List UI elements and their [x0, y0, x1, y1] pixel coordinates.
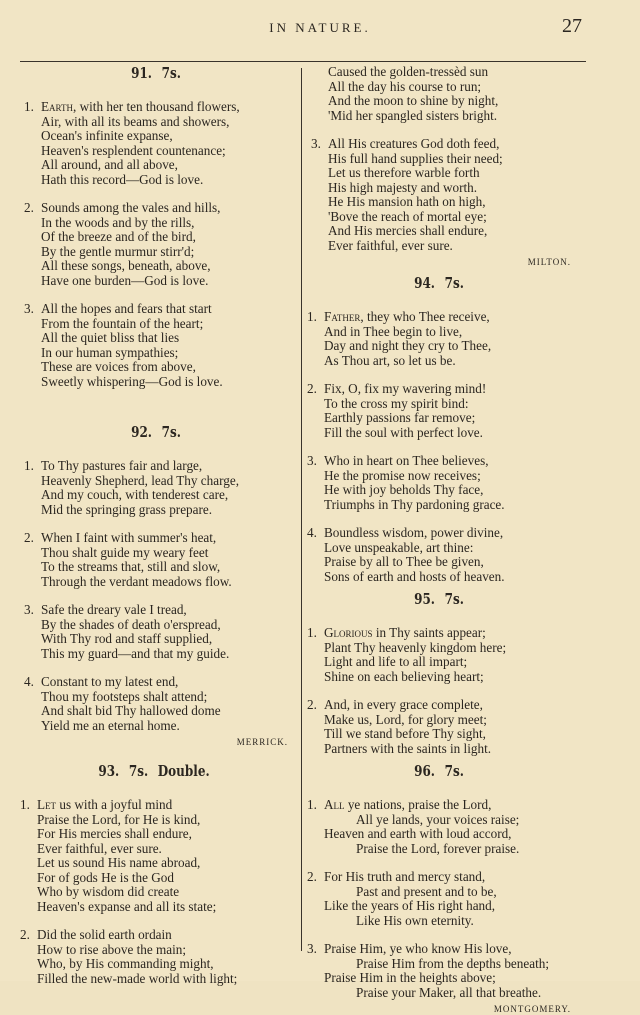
verse-line-text: Who, by His commanding might, — [37, 956, 214, 971]
hymn-93 — [20, 762, 288, 986]
verse-line-text: Love unspeakable, art thine: — [324, 539, 474, 555]
verse-line-text: For His mercies shall endure, — [37, 826, 192, 841]
verse — [24, 201, 288, 288]
verse-line — [324, 957, 571, 972]
verse — [24, 603, 288, 661]
hymn-header — [333, 762, 544, 784]
verse-number: 1. — [307, 309, 317, 324]
verse — [307, 698, 571, 756]
verse-line-text: us with a joyful mind — [59, 797, 173, 812]
verse-line-text: And, in every grace complete, — [324, 697, 483, 712]
verse-line-text: Ocean's infinite expanse, — [41, 128, 173, 143]
verse-line-text: As Thou art, so let us be. — [324, 352, 456, 368]
verse-line-text: All His creatures God doth feed, — [328, 136, 500, 151]
verse-line-text: in Thy saints appear; — [375, 625, 486, 640]
verse — [24, 100, 288, 187]
verse-line-text: All ye lands, your voices raise; — [356, 811, 520, 827]
verse — [307, 870, 571, 928]
verse — [24, 302, 288, 389]
verse-line — [41, 531, 288, 546]
verse-line — [37, 928, 288, 943]
verse-number: 4. — [24, 674, 34, 689]
hymn-number: 93. — [98, 762, 120, 780]
verse-line — [41, 575, 288, 590]
verse-line — [328, 137, 571, 152]
verse-number: 2. — [24, 200, 34, 215]
verse-line-text: Heaven and earth with loud accord, — [324, 826, 512, 841]
verse-line-text: Praise Him, ye who know His love, — [324, 941, 512, 956]
hymn-number: 95. — [414, 590, 435, 608]
verse-line — [324, 899, 571, 914]
verse-line — [324, 670, 571, 685]
verse-line — [328, 109, 571, 124]
verse-line — [324, 570, 571, 585]
verse-line — [37, 957, 288, 972]
verse-line — [41, 647, 288, 662]
verse-line-text: Safe the dreary vale I tread, — [41, 602, 187, 617]
hymn-92 — [20, 423, 288, 748]
verse-line — [324, 325, 571, 340]
verse-line — [324, 986, 571, 1001]
verse-line — [37, 972, 288, 987]
verse-line — [41, 719, 288, 734]
verse-line — [324, 411, 571, 426]
verse-first-word: Earth, — [41, 99, 77, 114]
verse-line-text: Mid the springing grass prepare. — [41, 501, 213, 517]
verse-line — [41, 488, 288, 503]
verse-line-text: Like the years of His right hand, — [324, 898, 496, 913]
hymn-91 — [20, 64, 288, 389]
verse-line-text: And shalt bid Thy hallowed dome — [41, 703, 221, 718]
verse-line — [324, 354, 571, 369]
verse-line-text: He the promise now receives; — [324, 467, 481, 483]
verse-number: 2. — [307, 697, 317, 712]
verse-line-text: Who by wisdom did create — [37, 884, 180, 899]
hymn-number: 91. — [131, 64, 152, 82]
verse-line-text: By the gentle murmur stirr'd; — [41, 243, 195, 259]
verse-line — [41, 503, 288, 518]
hymn-header — [50, 64, 261, 86]
verse-line-text: All around, and all above, — [41, 157, 178, 172]
verse-line-text: When I faint with summer's heat, — [41, 530, 217, 545]
verse-line — [41, 201, 288, 216]
verse-line — [324, 382, 571, 397]
verse-number: 3. — [307, 941, 317, 956]
verse-number: 2. — [24, 530, 34, 545]
verse-line-text: Have one burden—God is love. — [41, 272, 209, 288]
verse — [307, 310, 571, 368]
verse-line-text: In the woods and by the rills, — [41, 214, 195, 230]
verse-line-text: Like His own eternity. — [356, 912, 474, 928]
verse-line — [37, 871, 288, 886]
verse-line-text: they who Thee receive, — [366, 309, 490, 324]
verse-number: 3. — [24, 301, 34, 316]
hymn-93-continued — [307, 65, 571, 268]
verse-line — [328, 80, 571, 95]
hymn-meter: 7s. — [161, 423, 181, 441]
verse-number: 1. — [24, 458, 34, 473]
verse-number: 2. — [307, 381, 317, 396]
author-attribution: MONTGOMERY. — [493, 1004, 571, 1014]
verse-line — [41, 216, 288, 231]
verse-line-text: with her ten thousand flowers, — [79, 99, 240, 114]
verse-line — [41, 317, 288, 332]
author-attribution: MILTON. — [527, 257, 571, 267]
verse-line — [41, 144, 288, 159]
verse-line-text: 'Bove the reach of mortal eye; — [328, 208, 487, 224]
verse-line-text: Earthly passions far remove; — [324, 410, 476, 425]
verse-first-word: All — [324, 797, 345, 812]
verse-line-text: Praise Him from the depths beneath; — [356, 955, 550, 971]
verse-first-word: Glorious — [324, 625, 373, 640]
verse — [307, 454, 571, 512]
verse-line — [37, 827, 288, 842]
page-number: 27 — [562, 15, 582, 37]
verse-line — [41, 274, 288, 289]
verse-line — [328, 181, 571, 196]
verse-line-text: And my couch, with tenderest care, — [41, 487, 229, 502]
verse-line-text: Day and night they cry to Thee, — [324, 338, 492, 353]
verse-line-text: All these songs, beneath, above, — [41, 258, 211, 273]
verse-line — [324, 713, 571, 728]
verse-line — [324, 870, 571, 885]
verse-line — [41, 158, 288, 173]
verse-line-text: Plant Thy heavenly kingdom here; — [324, 639, 507, 655]
verse-line — [41, 560, 288, 575]
verse-line — [324, 842, 571, 857]
verse-line — [328, 210, 571, 225]
verse — [24, 675, 288, 733]
verse-line-text: All the quiet bliss that lies — [41, 330, 180, 345]
verse-number: 1. — [307, 625, 317, 640]
hymn-meter: 7s. — [161, 64, 181, 82]
verse-line-text: Sounds among the vales and hills, — [41, 200, 221, 215]
hymn-number: 96. — [414, 762, 435, 780]
verse-line-text: Praise the Lord, for He is kind, — [37, 811, 201, 827]
verse-line-text: Shine on each believing heart; — [324, 668, 484, 684]
verse-line-text: With Thy rod and staff supplied, — [41, 631, 213, 646]
verse-line-text: Sweetly whispering—God is love. — [41, 373, 223, 389]
hymn-header — [50, 423, 261, 445]
verse-number: 3. — [311, 136, 321, 151]
verse-line — [324, 498, 571, 513]
verse-line — [324, 555, 571, 570]
verse-line-text: Fill the soul with perfect love. — [324, 424, 483, 440]
hymn-meter: 7s. — [444, 274, 464, 292]
verse-line-text: He with joy beholds Thy face, — [324, 482, 484, 497]
header-rule — [20, 61, 586, 62]
verse-line — [37, 842, 288, 857]
verse-line — [41, 675, 288, 690]
verse-line-text: All the hopes and fears that start — [41, 301, 212, 316]
verse-line — [328, 224, 571, 239]
hymn-meter: 7s. — [444, 762, 464, 780]
verse-number: 2. — [20, 927, 30, 942]
verse — [307, 526, 571, 584]
verse-line — [37, 856, 288, 871]
verse-line — [328, 239, 571, 254]
verse-line — [324, 727, 571, 742]
verse-line — [37, 798, 288, 813]
verse-line — [324, 813, 571, 828]
verse-line-text: And the moon to shine by night, — [328, 93, 499, 108]
verse-line — [324, 641, 571, 656]
verse-line-text: Through the verdant meadows flow. — [41, 573, 232, 589]
verse — [20, 928, 288, 986]
verse-line-text: Let us therefore warble forth — [328, 165, 480, 180]
verse-line — [324, 483, 571, 498]
verse-line-text: His high majesty and worth. — [328, 179, 478, 195]
author-attribution: MERRICK. — [236, 737, 288, 747]
verse-line-text: ye nations, praise the Lord, — [347, 797, 492, 812]
hymn-number: 94. — [414, 274, 435, 292]
verse-line-text: Praise the Lord, forever praise. — [356, 840, 520, 856]
verse-line-text: How to rise above the main; — [37, 941, 187, 957]
verse-line — [324, 626, 571, 641]
verse-line-text: Praise Him in the heights above; — [324, 970, 496, 985]
verse-line — [328, 94, 571, 109]
verse-line-text: Thou shalt guide my weary feet — [41, 544, 209, 560]
hymn-header — [333, 590, 544, 612]
verse-line — [324, 655, 571, 670]
verse-line — [41, 546, 288, 561]
verse-line-text: Fix, O, fix my wavering mind! — [324, 381, 487, 396]
running-title: IN NATURE. — [269, 20, 371, 35]
hymn-96 — [307, 762, 571, 1015]
verse-number: 4. — [307, 525, 317, 540]
verse-line — [41, 632, 288, 647]
verse-line-text: From the fountain of the heart; — [41, 315, 204, 331]
verse-line — [41, 704, 288, 719]
verse-line-text: Till we stand before Thy sight, — [324, 726, 486, 741]
verse-line — [324, 454, 571, 469]
verse-line — [328, 65, 571, 80]
verse-line — [328, 152, 571, 167]
verse-line — [324, 426, 571, 441]
verse-line-text: Heaven's resplendent countenance; — [41, 142, 226, 158]
verse-line — [324, 698, 571, 713]
verse-line-text: Of the breeze and of the bird, — [41, 229, 196, 244]
verse-line — [324, 469, 571, 484]
verse-line — [41, 618, 288, 633]
verse — [307, 798, 571, 856]
verse-line-text: Hath this record—God is love. — [41, 171, 204, 187]
verse-line-text: Triumphs in Thy pardoning grace. — [324, 496, 505, 512]
verse-line-text: Ever faithful, ever sure. — [328, 237, 453, 253]
hymn-meter-extra: Double. — [157, 762, 210, 780]
verse-line — [324, 798, 571, 813]
verse — [311, 65, 571, 123]
right-column — [307, 65, 571, 1015]
hymn-header — [333, 274, 544, 296]
verse-line-text: Partners with the saints in light. — [324, 740, 492, 756]
verse-line-text: Boundless wisdom, power divine, — [324, 525, 504, 540]
left-column — [20, 64, 288, 986]
verse — [311, 137, 571, 253]
verse-line-text: Yield me an eternal home. — [41, 717, 180, 733]
hymn-94 — [307, 274, 571, 584]
verse — [20, 798, 288, 914]
verse-line — [324, 397, 571, 412]
verse-line — [324, 885, 571, 900]
verse-line — [41, 230, 288, 245]
hymn-number: 92. — [131, 423, 152, 441]
verse-line — [37, 900, 288, 915]
verse-line — [41, 346, 288, 361]
verse-line — [41, 360, 288, 375]
verse — [24, 459, 288, 517]
verse-line — [41, 115, 288, 130]
verse-line-text: Sons of earth and hosts of heaven. — [324, 568, 505, 584]
verse-line-text: Constant to my latest end, — [41, 674, 179, 689]
verse-line — [37, 943, 288, 958]
verse-line-text: By the shades of death o'erspread, — [41, 616, 221, 632]
verse-line-text: To Thy pastures fair and large, — [41, 458, 203, 473]
verse-line — [41, 375, 288, 390]
verse — [307, 942, 571, 1000]
verse-line-text: These are voices from above, — [41, 359, 196, 374]
verse-line — [324, 339, 571, 354]
column-divider — [301, 68, 302, 951]
verse — [307, 626, 571, 684]
verse-line — [324, 827, 571, 842]
verse-line-text: Past and present and to be, — [356, 883, 497, 899]
verse-line — [324, 541, 571, 556]
verse-line — [41, 129, 288, 144]
verse — [24, 531, 288, 589]
verse-line — [324, 942, 571, 957]
verse-line-text: In our human sympathies; — [41, 344, 179, 360]
verse-line-text: He His mansion hath on high, — [328, 194, 486, 209]
hymn-header — [47, 762, 261, 784]
verse-line — [41, 690, 288, 705]
verse-line-text: Did the solid earth ordain — [37, 927, 172, 942]
verse-line — [324, 310, 571, 325]
verse-line-text: Who in heart on Thee believes, — [324, 453, 489, 468]
verse-line — [41, 459, 288, 474]
verse-line-text: Let us sound His name abroad, — [37, 855, 201, 870]
verse-line-text: Praise your Maker, all that breathe. — [356, 984, 542, 1000]
verse-line — [328, 195, 571, 210]
verse-number: 1. — [20, 797, 30, 812]
verse-number: 1. — [307, 797, 317, 812]
verse-line — [324, 742, 571, 757]
verse-line — [324, 526, 571, 541]
verse — [307, 382, 571, 440]
verse-first-word: Let — [37, 797, 57, 812]
verse-line-text: Air, with all its beams and showers, — [41, 113, 230, 129]
verse-line — [37, 813, 288, 828]
verse-line-text: Thou my footsteps shalt attend; — [41, 688, 208, 704]
verse-line — [328, 166, 571, 181]
verse-line-text: His full hand supplies their need; — [328, 150, 503, 166]
hymn-meter: 7s. — [444, 590, 464, 608]
verse-line-text: Caused the golden-tressèd sun — [328, 64, 489, 79]
verse-line-text: And His mercies shall endure, — [328, 223, 488, 238]
verse-line-text: This my guard—and that my guide. — [41, 645, 230, 661]
verse-line-text: Heavenly Shepherd, lead Thy charge, — [41, 472, 239, 488]
verse-line-text: And in Thee begin to live, — [324, 323, 463, 339]
verse-line — [41, 302, 288, 317]
verse-line-text: Make us, Lord, for glory meet; — [324, 711, 487, 727]
hymn-95 — [307, 590, 571, 756]
verse-line-text: Light and life to all impart; — [324, 654, 468, 669]
verse-line-text: For His truth and mercy stand, — [324, 869, 486, 884]
verse-number: 3. — [24, 602, 34, 617]
verse-line — [37, 885, 288, 900]
verse-number: 3. — [307, 453, 317, 468]
hymn-meter: 7s. — [128, 762, 149, 780]
verse-line — [41, 259, 288, 274]
verse-line-text: To the cross my spirit bind: — [324, 395, 469, 411]
verse-line — [324, 914, 571, 929]
verse-first-word: Father, — [324, 309, 364, 324]
verse-line-text: For of gods He is the God — [37, 869, 174, 885]
verse-line — [41, 331, 288, 346]
verse-line-text: Heaven's expanse and all its state; — [37, 898, 217, 914]
verse-line-text: Ever faithful, ever sure. — [37, 840, 162, 856]
verse-line — [41, 474, 288, 489]
verse-number: 2. — [307, 869, 317, 884]
verse-line — [41, 100, 288, 115]
verse-number: 1. — [24, 99, 34, 114]
verse-line-text: Praise by all to Thee be given, — [324, 554, 484, 569]
verse-line — [41, 173, 288, 188]
verse-line — [41, 245, 288, 260]
verse-line — [41, 603, 288, 618]
verse-line-text: All the day his course to run; — [328, 78, 482, 94]
verse-line-text: 'Mid her spangled sisters bright. — [328, 107, 498, 123]
verse-line-text: Filled the new-made world with light; — [37, 970, 238, 986]
verse-line-text: To the streams that, still and slow, — [41, 559, 221, 574]
verse-line — [324, 971, 571, 986]
